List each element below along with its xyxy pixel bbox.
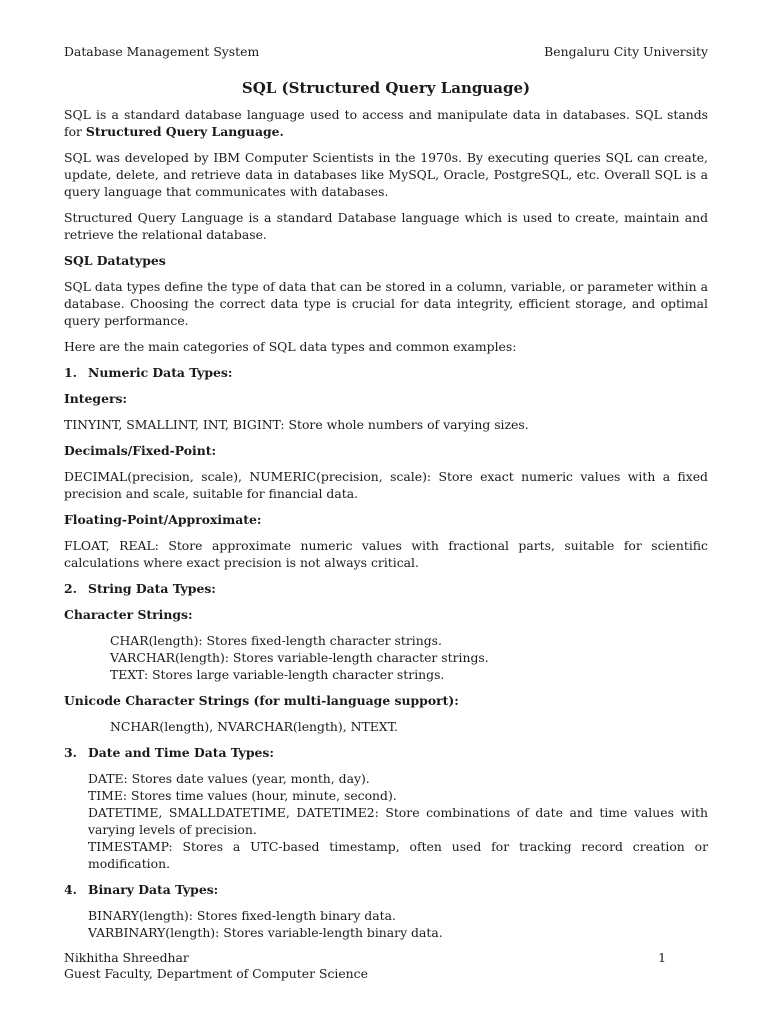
page-title: SQL (Structured Query Language) [241,79,531,97]
string-number: 2. [64,581,77,596]
list-item: TIME: Stores time values (hour, minute, second). [88,788,397,803]
footer-role: Guest Faculty, Department of Computer Science [64,966,368,981]
list-item: TIMESTAMP: Stores a UTC-based timestamp, often used for tracking record creation or modification. [88,839,708,871]
numeric-heading [64,364,708,381]
datetime-heading [64,744,708,761]
datetime-list [64,770,708,872]
list-item: VARBINARY(length): Stores variable-length binary data. [88,925,443,940]
unicode-strings-text: NCHAR(length), NVARCHAR(length), NTEXT. [110,719,398,734]
binary-heading-text: Binary Data Types: [88,882,219,897]
intro-paragraph-1 [64,106,708,140]
document-page [64,0,708,1024]
binary-heading [64,881,708,898]
float-text: FLOAT, REAL: Store approximate numeric values with fractional parts, suitable for scientific calculations where exact precision is not always critical. [64,538,708,570]
binary-list [64,907,708,941]
integers-heading: Integers: [64,391,128,406]
list-item: CHAR(length): Stores fixed-length character strings. [110,633,442,648]
datetime-heading-text: Date and Time Data Types: [88,745,274,760]
intro-paragraph-3: Structured Query Language is a standard Database language which is used to create, maintain and retrieve the relational database. [64,210,708,242]
page-number: 1 [658,950,666,965]
unicode-strings-heading: Unicode Character Strings (for multi-language support): [64,693,459,708]
string-heading-text: String Data Types: [88,581,216,596]
header-university: Bengaluru City University [544,44,708,59]
list-item: TEXT: Stores large variable-length character strings. [110,667,445,682]
list-item: VARCHAR(length): Stores variable-length character strings. [110,650,489,665]
document-body [64,106,708,950]
list-item: DATE: Stores date values (year, month, day). [88,771,370,786]
float-heading: Floating-Point/Approximate: [64,512,262,527]
numeric-heading-text: Numeric Data Types: [88,365,233,380]
char-strings-heading: Character Strings: [64,607,193,622]
integers-text: TINYINT, SMALLINT, INT, BIGINT: Store whole numbers of varying sizes. [64,417,529,432]
numeric-number: 1. [64,365,77,380]
list-item: DATETIME, SMALLDATETIME, DATETIME2: Store combinations of date and time values with varying levels of precision. [88,805,708,837]
intro-paragraph-2: SQL was developed by IBM Computer Scientists in the 1970s. By executing queries SQL can create, update, delete, and retrieve data in databases like MySQL, Oracle, PostgreSQL, etc. Overall SQL is a query language that communicates with databases. [64,150,708,199]
list-item: BINARY(length): Stores fixed-length binary data. [88,908,396,923]
footer-author: Nikhitha Shreedhar [64,950,189,965]
section-heading-datatypes: SQL Datatypes [64,253,166,268]
intro-p1-text: SQL is a standard database language used to access and manipulate data in databases. SQL stands for [64,107,708,139]
datatypes-paragraph-1: SQL data types define the type of data that can be stored in a column, variable, or parameter within a database. Choosing the correct data type is crucial for data integrity, efficient storage, and optimal query performance. [64,279,708,328]
char-strings-list [64,632,708,683]
string-heading [64,580,708,597]
datetime-number: 3. [64,745,77,760]
intro-p1-bold: Structured Query Language. [85,124,284,139]
datatypes-paragraph-2: Here are the main categories of SQL data types and common examples: [64,339,517,354]
decimals-text: DECIMAL(precision, scale), NUMERIC(precision, scale): Store exact numeric values with a fixed precision and scale, suitable for financial data. [64,469,708,501]
binary-number: 4. [64,882,77,897]
page-header [64,43,708,60]
header-course: Database Management System [64,44,260,59]
decimals-heading: Decimals/Fixed-Point: [64,443,217,458]
